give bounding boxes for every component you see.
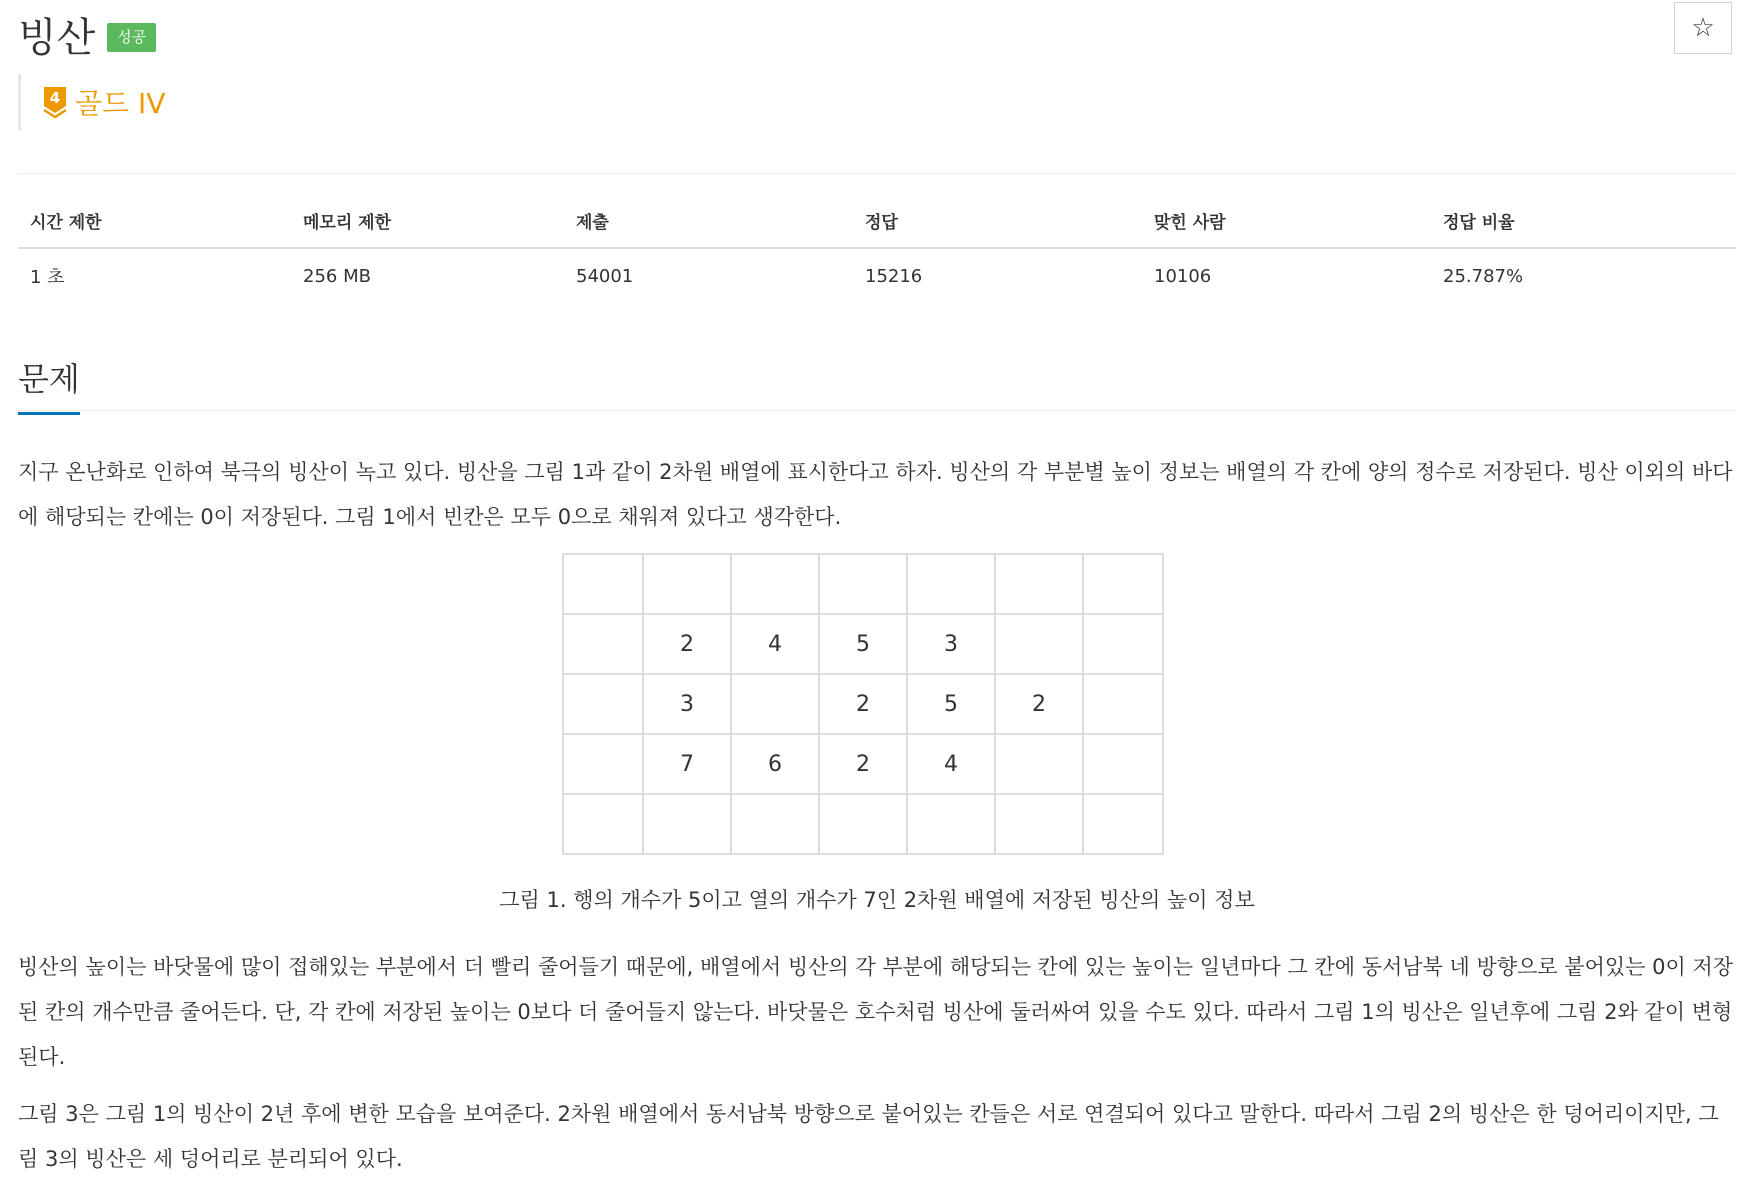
grid-cell: 7 [643,734,731,794]
section-divider [18,410,1736,411]
grid-cell [731,674,819,734]
tier-level-number: 4 [49,89,61,107]
tier-box [18,74,165,130]
problem-title: 빙산 [18,14,96,61]
info-table-header-row [18,208,1736,248]
divider [18,173,1736,174]
grid-cell: 5 [907,674,995,734]
header-accepted: 정답 [853,208,1142,248]
grid-cell [731,554,819,614]
grid-row [563,554,1163,614]
header-time-limit: 시간 제한 [18,208,291,248]
grid-cell [995,734,1083,794]
grid-cell [907,554,995,614]
grid-cell [995,554,1083,614]
problem-section-header [18,354,1736,415]
grid-cell: 4 [731,614,819,674]
figure-1-caption: 그림 1. 행의 개수가 5이고 열의 개수가 7인 2차원 배열에 저장된 빙산의 높이 정보 [499,888,1255,912]
info-table-row [18,248,1736,303]
grid-cell [995,614,1083,674]
tier-label[interactable]: 골드 IV [75,87,166,120]
title-row [18,4,156,64]
grid-cell: 4 [907,734,995,794]
accept-ratio-value: 25.787% [1443,265,1524,287]
grid-row [563,614,1163,674]
header-submissions: 제출 [564,208,853,248]
grid-row [563,674,1163,734]
grid-cell [563,614,643,674]
grid-cell [1083,794,1163,854]
header-memory-limit: 메모리 제한 [291,208,564,248]
grid-cell: 3 [907,614,995,674]
memory-limit-value: 256 MB [303,265,371,287]
figure-1-grid [562,553,1164,855]
grid-cell: 6 [731,734,819,794]
grid-cell [643,554,731,614]
submissions-value: 54001 [576,265,634,287]
section-title: 문제 [18,354,80,415]
accepted-value: 15216 [865,265,923,287]
header-accept-ratio: 정답 비율 [1431,208,1736,248]
grid-cell [1083,614,1163,674]
grid-cell [563,734,643,794]
grid-cell: 2 [819,674,907,734]
grid-cell [907,794,995,854]
grid-cell [995,794,1083,854]
grid-cell: 5 [819,614,907,674]
grid-cell [563,554,643,614]
grid-row [563,734,1163,794]
grid-cell [819,794,907,854]
solved-users-value: 10106 [1154,265,1212,287]
tier-shield-icon [43,86,67,118]
grid-cell: 2 [995,674,1083,734]
grid-cell: 2 [643,614,731,674]
header-solved-users: 맞힌 사람 [1142,208,1431,248]
star-icon: ☆ [1691,13,1715,43]
favorite-star-button[interactable] [1674,2,1732,54]
status-badge: 성공 [107,23,156,52]
grid-cell [1083,734,1163,794]
grid-cell [563,674,643,734]
grid-cell [819,554,907,614]
grid-cell [1083,674,1163,734]
problem-paragraph-1: 지구 온난화로 인하여 북극의 빙산이 녹고 있다. 빙산을 그림 1과 같이 2차원 배열에 표시한다고 하자. 빙산의 각 부분별 높이 정보는 배열의 각 칸에 양의 정수로 저장된다. 빙산 이외의 바다에 해당되는 칸에는 0이 저장된다. 그림 1에서 빈칸은 모두 0으로 채워져 있다고 생각한다. [18,460,1733,529]
problem-paragraph-3: 그림 3은 그림 1의 빙산이 2년 후에 변한 모습을 보여준다. 2차원 배열에서 동서남북 방향으로 붙어있는 칸들은 서로 연결되어 있다고 말한다. 따라서 그림 2의 빙산은 한 덩어리이지만, 그림 3의 빙산은 세 덩어리로 분리되어 있다. [18,1102,1719,1171]
grid-cell [1083,554,1163,614]
problem-paragraph-2: 빙산의 높이는 바닷물에 많이 접해있는 부분에서 더 빨리 줄어들기 때문에, 배열에서 빙산의 각 부분에 해당되는 칸에 있는 높이는 일년마다 그 칸에 동서남북 네 방향으로 붙어있는 0이 저장된 칸의 개수만큼 줄어든다. 단, 각 칸에 저장된 높이는 0보다 더 줄어들지 않는다. 바닷물은 호수처럼 빙산에 둘러싸여 있을 수도 있다. 따라서 그림 1의 빙산은 일년후에 그림 2와 같이 변형된다. [18,955,1734,1069]
grid-cell [643,794,731,854]
grid-cell: 2 [819,734,907,794]
time-limit-value: 1 초 [30,267,65,288]
grid-cell [731,794,819,854]
grid-cell [563,794,643,854]
grid-row [563,794,1163,854]
grid-cell: 3 [643,674,731,734]
problem-info-table [18,208,1736,303]
